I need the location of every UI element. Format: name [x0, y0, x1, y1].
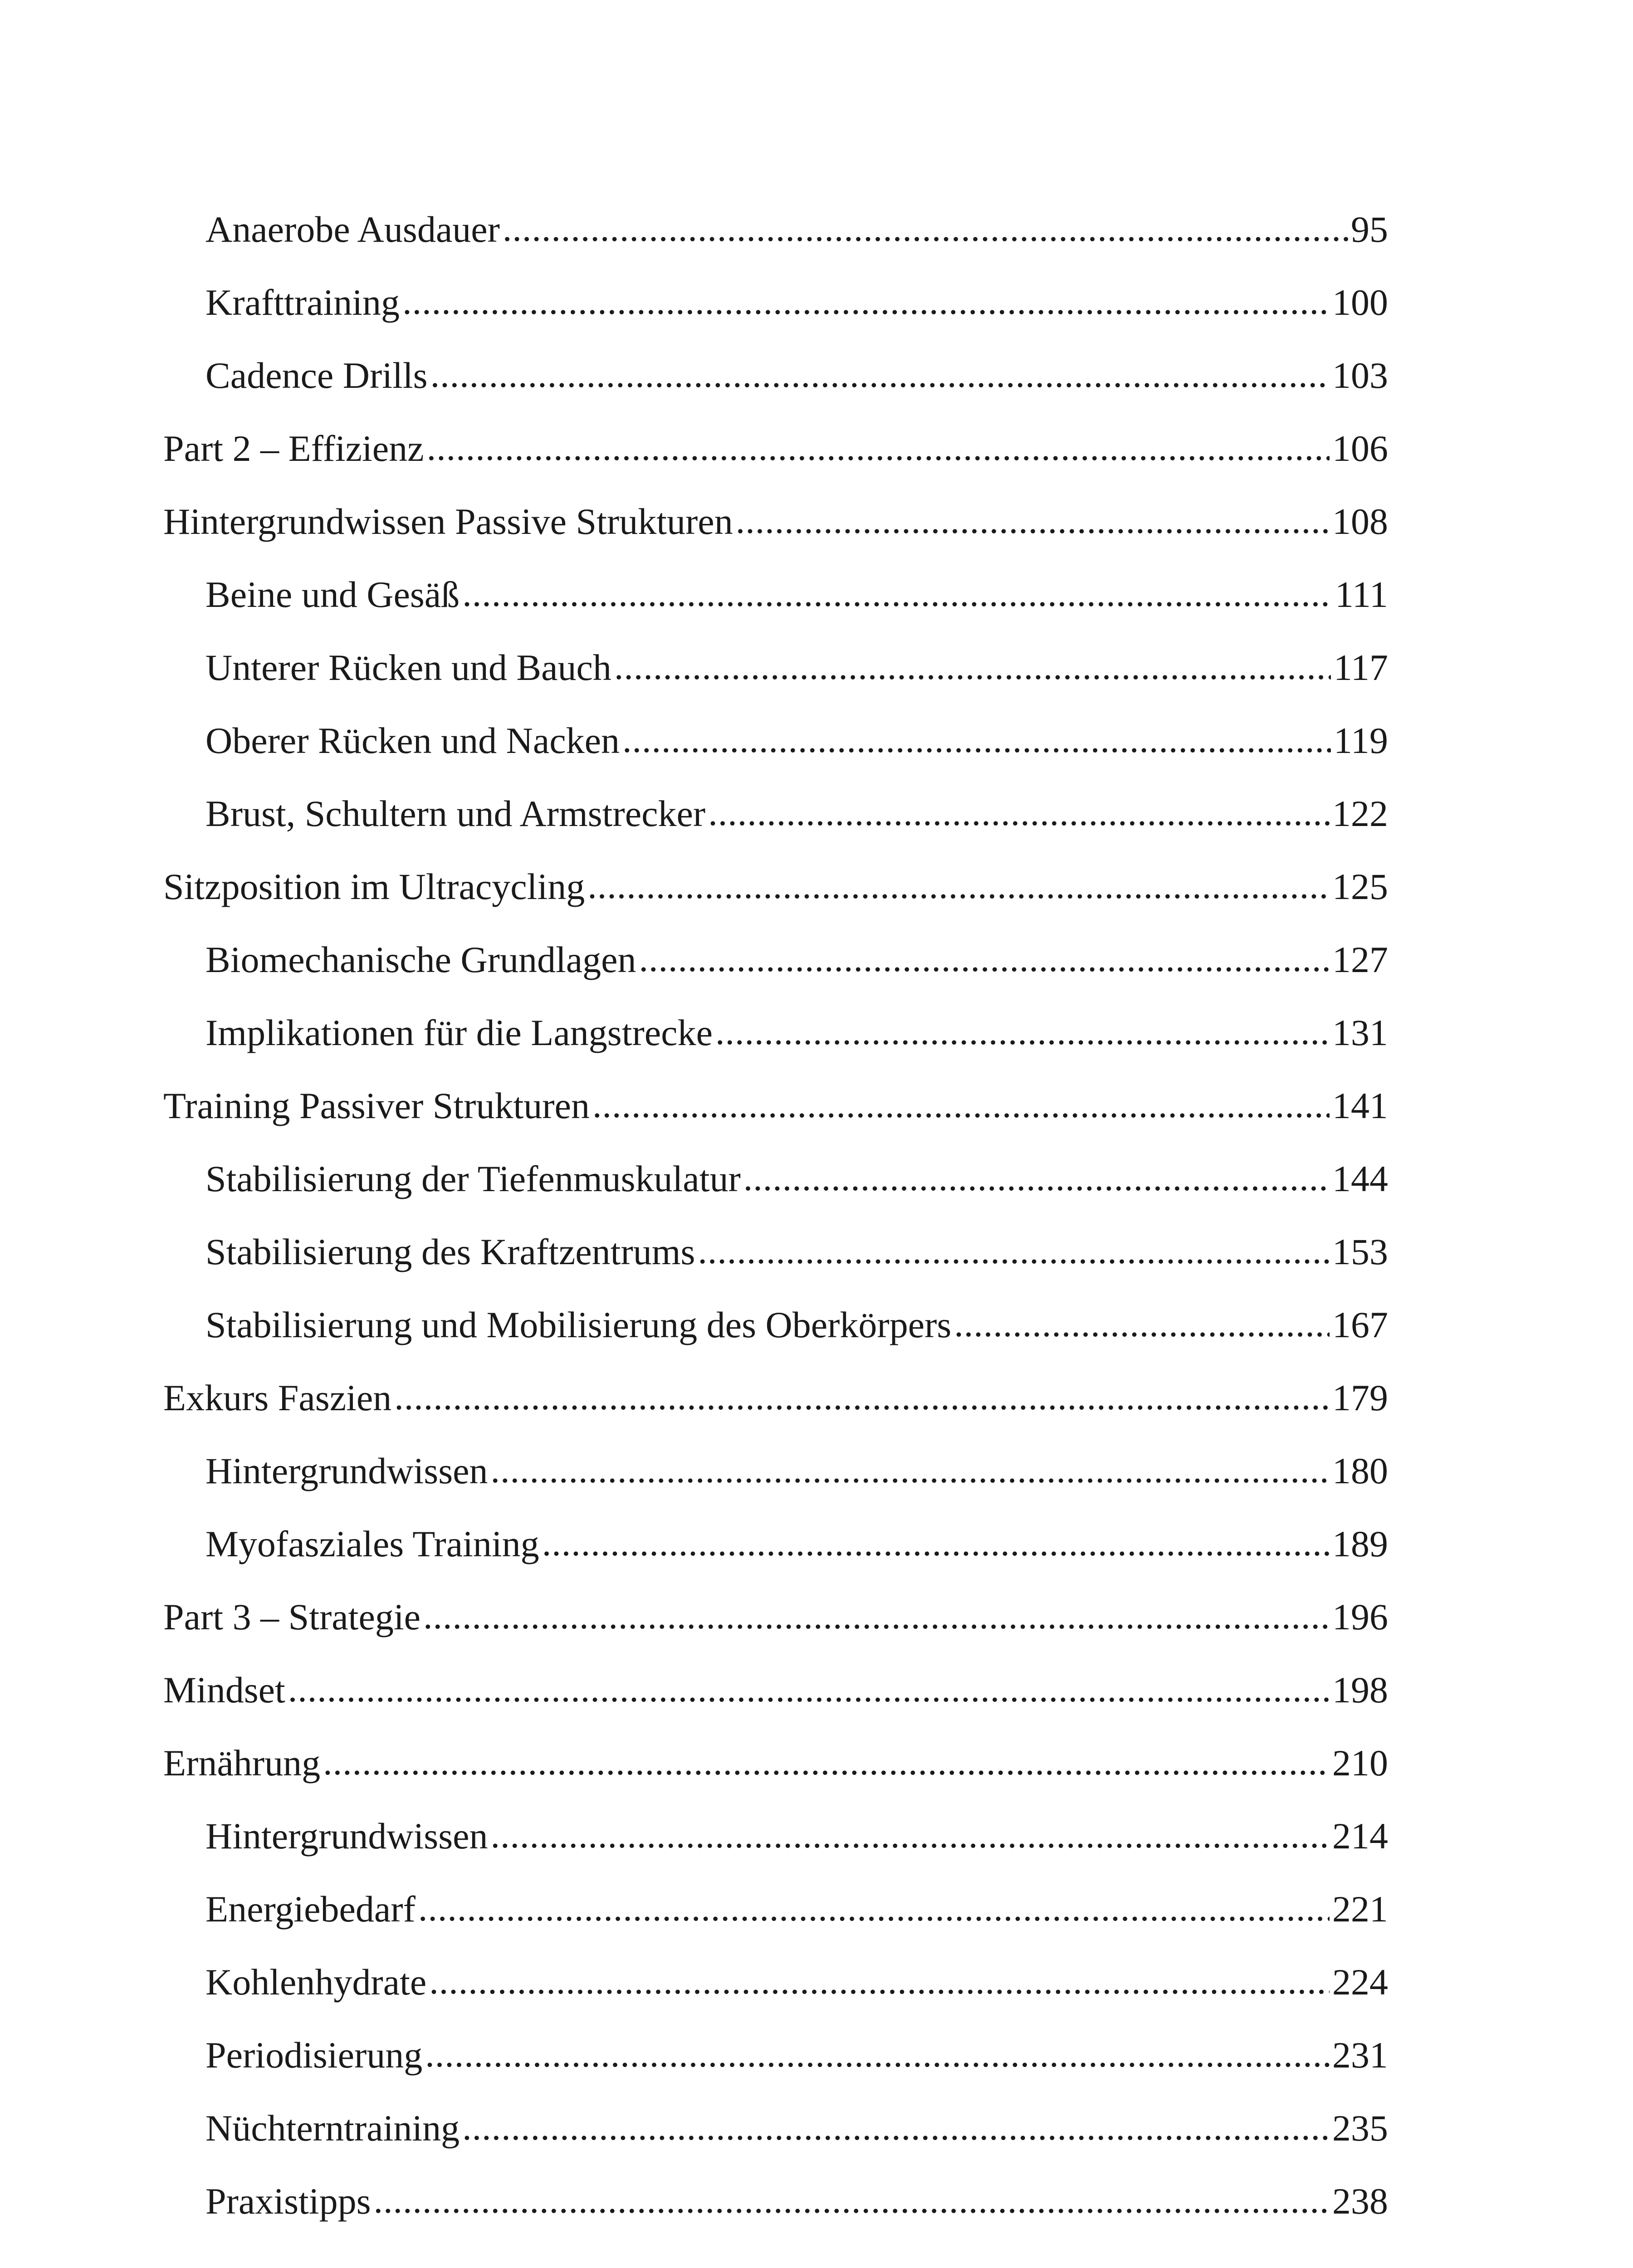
toc-dot-leader [418, 1872, 1330, 1945]
toc-entry[interactable] [163, 2165, 1388, 2238]
toc-entry-title: Stabilisierung des Kraftzentrums [205, 1215, 698, 1288]
toc-dot-leader [423, 1579, 1330, 1652]
toc-entry-title: Brust, Schultern und Armstrecker [205, 777, 708, 850]
toc-entry-page-number: 108 [1330, 485, 1388, 558]
toc-entry-title: Krafttraining [205, 266, 402, 339]
toc-entry-title: Nüchterntraining [205, 2092, 462, 2165]
toc-entry-title: Mindset [163, 1653, 288, 1726]
toc-entry[interactable] [163, 1580, 1388, 1653]
toc-entry[interactable] [163, 2092, 1388, 2165]
toc-entry-title: Beine und Gesäß [205, 558, 462, 631]
toc-entry-page-number: 100 [1330, 266, 1388, 339]
toc-entry[interactable] [163, 1361, 1388, 1434]
toc-entry[interactable] [163, 704, 1388, 777]
toc-entry-title: Biomechanische Grundlagen [205, 923, 639, 996]
toc-entry[interactable] [163, 850, 1388, 923]
table-of-contents [163, 193, 1388, 2238]
toc-entry[interactable] [163, 996, 1388, 1069]
toc-entry[interactable] [163, 1069, 1388, 1142]
toc-dot-leader [736, 484, 1330, 557]
toc-entry-page-number: 103 [1330, 339, 1388, 412]
toc-dot-leader [503, 192, 1348, 265]
toc-entry-title: Stabilisierung und Mobilisierung des Oberkörpers [205, 1288, 954, 1361]
toc-dot-leader [288, 1652, 1330, 1725]
toc-entry-page-number: 131 [1330, 996, 1388, 1069]
toc-entry[interactable] [163, 266, 1388, 339]
toc-dot-leader [587, 849, 1330, 922]
toc-entry-title: Training Passiver Strukturen [163, 1069, 592, 1142]
toc-entry-page-number: 153 [1330, 1215, 1388, 1288]
toc-entry-title: Implikationen für die Langstrecke [205, 996, 715, 1069]
toc-entry[interactable] [163, 1142, 1388, 1215]
toc-dot-leader [394, 1360, 1330, 1433]
toc-entry[interactable] [163, 1434, 1388, 1507]
toc-dot-leader [954, 1287, 1330, 1360]
toc-entry-page-number: 179 [1330, 1361, 1388, 1434]
toc-entry-title: Sitzposition im Ultracycling [163, 850, 587, 923]
toc-entry-title: Praxistipps [205, 2165, 373, 2238]
toc-dot-leader [323, 1725, 1330, 1799]
toc-entry[interactable] [163, 485, 1388, 558]
toc-entry-page-number: 231 [1330, 2019, 1388, 2092]
toc-entry-title: Periodisierung [205, 2019, 425, 2092]
toc-dot-leader [429, 1945, 1330, 2018]
toc-entry-title: Part 3 – Strategie [163, 1580, 423, 1653]
toc-entry-page-number: 214 [1330, 1799, 1388, 1872]
toc-entry-page-number: 144 [1330, 1142, 1388, 1215]
toc-dot-leader [743, 1141, 1330, 1214]
toc-entry-title: Part 2 – Effizienz [163, 412, 427, 485]
toc-dot-leader [715, 995, 1330, 1068]
toc-entry-page-number: 167 [1330, 1288, 1388, 1361]
toc-entry-page-number: 224 [1330, 1945, 1388, 2019]
toc-dot-leader [462, 557, 1332, 630]
toc-entry-page-number: 198 [1330, 1653, 1388, 1726]
toc-entry[interactable] [163, 1799, 1388, 1872]
toc-entry-page-number: 111 [1332, 558, 1388, 631]
toc-dot-leader [614, 630, 1331, 703]
toc-entry-page-number: 141 [1330, 1069, 1388, 1142]
toc-entry-title: Ernährung [163, 1726, 323, 1799]
toc-entry-page-number: 122 [1330, 777, 1388, 850]
toc-entry-page-number: 189 [1330, 1507, 1388, 1580]
toc-entry-page-number: 196 [1330, 1580, 1388, 1653]
toc-entry-title: Exkurs Faszien [163, 1361, 394, 1434]
toc-entry-page-number: 95 [1348, 193, 1388, 266]
toc-entry-title: Unterer Rücken und Bauch [205, 631, 614, 704]
toc-entry-page-number: 238 [1330, 2165, 1388, 2238]
toc-entry-title: Hintergrundwissen Passive Strukturen [163, 485, 736, 558]
toc-entry[interactable] [163, 193, 1388, 266]
toc-entry-title: Myofasziales Training [205, 1507, 542, 1580]
toc-entry-title: Cadence Drills [205, 339, 430, 412]
toc-dot-leader [462, 2091, 1330, 2164]
toc-dot-leader [708, 776, 1330, 849]
toc-entry-title: Energiebedarf [205, 1872, 418, 1945]
toc-entry[interactable] [163, 1288, 1388, 1361]
toc-entry-title: Oberer Rücken und Nacken [205, 704, 622, 777]
toc-entry[interactable] [163, 1872, 1388, 1945]
toc-entry[interactable] [163, 923, 1388, 996]
toc-entry[interactable] [163, 1726, 1388, 1799]
toc-entry[interactable] [163, 1653, 1388, 1726]
toc-dot-leader [430, 338, 1330, 411]
toc-entry-page-number: 127 [1330, 923, 1388, 996]
toc-entry-title: Hintergrundwissen [205, 1799, 491, 1872]
toc-entry-title: Anaerobe Ausdauer [205, 193, 503, 266]
toc-entry-title: Hintergrundwissen [205, 1434, 491, 1507]
toc-dot-leader [427, 411, 1330, 484]
toc-entry-page-number: 235 [1330, 2092, 1388, 2165]
toc-entry-page-number: 221 [1330, 1872, 1388, 1945]
toc-entry[interactable] [163, 1507, 1388, 1580]
toc-dot-leader [491, 1799, 1330, 1872]
toc-dot-leader [402, 265, 1330, 338]
toc-entry-title: Stabilisierung der Tiefenmuskulatur [205, 1142, 743, 1215]
toc-entry-page-number: 180 [1330, 1434, 1388, 1507]
toc-entry-title: Kohlenhydrate [205, 1945, 429, 2019]
toc-dot-leader [373, 2164, 1330, 2237]
toc-dot-leader [425, 2018, 1330, 2091]
toc-entry[interactable] [163, 2019, 1388, 2092]
toc-entry-page-number: 117 [1331, 631, 1388, 704]
toc-entry-page-number: 119 [1331, 704, 1388, 777]
toc-entry-page-number: 210 [1330, 1726, 1388, 1799]
toc-entry-page-number: 106 [1330, 412, 1388, 485]
toc-dot-leader [592, 1068, 1330, 1141]
toc-entry[interactable] [163, 339, 1388, 412]
toc-dot-leader [698, 1214, 1330, 1287]
toc-entry[interactable] [163, 558, 1388, 631]
toc-entry[interactable] [163, 1215, 1388, 1288]
toc-entry-page-number: 125 [1330, 850, 1388, 923]
toc-dot-leader [542, 1506, 1330, 1579]
toc-dot-leader [622, 703, 1331, 776]
toc-entry[interactable] [163, 631, 1388, 704]
toc-dot-leader [639, 922, 1330, 995]
toc-entry[interactable] [163, 777, 1388, 850]
toc-dot-leader [491, 1433, 1330, 1506]
toc-entry[interactable] [163, 412, 1388, 485]
toc-entry[interactable] [163, 1945, 1388, 2019]
